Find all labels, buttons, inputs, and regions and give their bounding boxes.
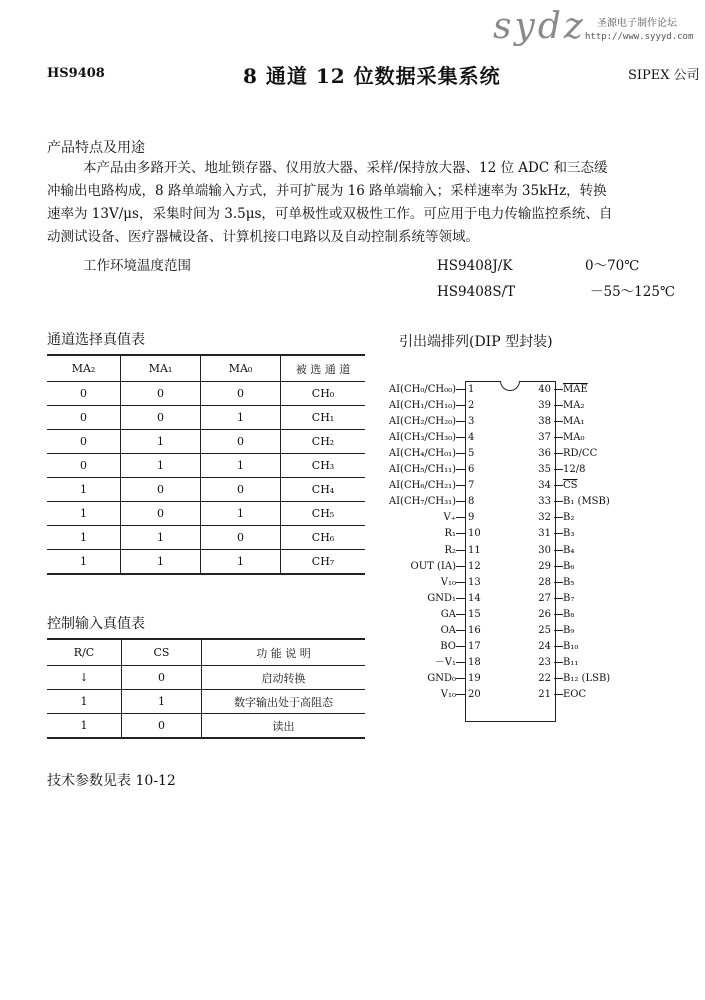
pin-lead xyxy=(456,389,465,390)
pin-number: 10 xyxy=(468,528,481,540)
pin-lead xyxy=(456,550,465,551)
pin-left xyxy=(435,655,465,671)
pin-left xyxy=(441,623,465,639)
pin-lead xyxy=(554,614,563,615)
pin-number: 33 xyxy=(538,496,551,508)
pin-lead xyxy=(456,501,465,502)
pin-number: 14 xyxy=(468,592,481,604)
pin-lead xyxy=(456,437,465,438)
pin-right xyxy=(554,382,588,398)
table-cell: 0 xyxy=(47,406,121,430)
pin-name: R₁ xyxy=(444,528,456,540)
table-cell: 读出 xyxy=(202,714,366,739)
pin-right xyxy=(554,639,578,655)
pin-number: 31 xyxy=(538,528,551,540)
pin-name: $\overline{MAE}$ xyxy=(563,384,588,395)
pin-right xyxy=(554,559,574,575)
pin-name: R₂ xyxy=(444,544,456,556)
pin-left xyxy=(441,607,465,623)
table-header-row xyxy=(47,355,365,382)
pin-lead xyxy=(456,646,465,647)
temp-model-1: HS9408J/K xyxy=(437,258,513,274)
pin-right xyxy=(554,478,578,494)
pin-lead xyxy=(554,405,563,406)
pin-lead xyxy=(456,678,465,679)
table-row xyxy=(47,454,365,478)
table-cell: 1 xyxy=(201,502,281,526)
pin-right xyxy=(554,510,574,526)
pin-name: AI(CH₂/CH₂₀) xyxy=(388,416,456,428)
pin-name: AI(CH₄/CH₀₁) xyxy=(388,448,456,460)
pin-lead xyxy=(456,453,465,454)
pin-name: B₁₁ xyxy=(563,656,579,668)
pin-left xyxy=(389,478,465,494)
channel-truth-table xyxy=(47,354,365,575)
pin-left xyxy=(389,446,465,462)
table-cell: CH₀ xyxy=(281,382,366,406)
pin-lead xyxy=(456,469,465,470)
pin-lead xyxy=(554,678,563,679)
column-header: MA₀ xyxy=(201,355,281,382)
control-truth-table xyxy=(47,638,365,739)
pin-name: MA₂ xyxy=(563,400,585,412)
column-header: 被 选 通 道 xyxy=(281,355,366,382)
pin-left xyxy=(427,671,465,687)
table-row xyxy=(47,478,365,502)
pin-name: B₁₂ (LSB) xyxy=(563,672,611,684)
pin-name: V₁₀ xyxy=(440,576,456,588)
column-header: MA₁ xyxy=(121,355,201,382)
table-cell: 1 xyxy=(47,526,121,550)
table-cell: 0 xyxy=(121,382,201,406)
pin-name: MA₁ xyxy=(563,416,585,428)
pin-name: B₅ xyxy=(563,576,575,588)
column-header: 功 能 说 明 xyxy=(202,639,366,666)
table-header-row xyxy=(47,639,365,666)
pin-right xyxy=(554,398,584,414)
pin-name: GND₁ xyxy=(427,592,456,604)
temp-range-1: 0～70℃ xyxy=(585,258,640,274)
table-cell: 1 xyxy=(122,690,202,714)
pin-number: 20 xyxy=(468,688,481,700)
table-row xyxy=(47,502,365,526)
pin-name: GA xyxy=(440,608,456,620)
table-row xyxy=(47,666,365,690)
table-cell: 1 xyxy=(201,454,281,478)
pin-number: 23 xyxy=(538,656,551,668)
pin-left xyxy=(389,382,465,398)
pin-lead xyxy=(456,582,465,583)
pin-lead xyxy=(456,694,465,695)
pin-number: 40 xyxy=(538,384,551,395)
pin-lead xyxy=(554,694,563,695)
pin-name: AI(CH₃/CH₃₀) xyxy=(388,432,456,444)
table-row xyxy=(47,430,365,454)
pin-name: B₉ xyxy=(563,624,575,636)
table-cell: 0 xyxy=(122,714,202,739)
pin-number: 15 xyxy=(468,608,481,620)
table-cell: 0 xyxy=(47,430,121,454)
pin-number: 17 xyxy=(468,640,481,652)
table-cell: CH₇ xyxy=(281,550,366,575)
watermark-forum-name: 圣源电子制作论坛 xyxy=(597,18,677,29)
pin-lead xyxy=(456,662,465,663)
table-cell: 0 xyxy=(122,666,202,690)
pin-lead xyxy=(456,533,465,534)
features-line-4: 动测试设备、医疗器械设备、计算机接口电路以及自动控制系统等领域。 xyxy=(47,229,479,245)
pin-number: 1 xyxy=(468,384,475,395)
column-header: R/C xyxy=(47,639,122,666)
pin-right xyxy=(554,591,574,607)
table-cell: 1 xyxy=(121,430,201,454)
table-row xyxy=(47,714,365,739)
pin-lead xyxy=(554,646,563,647)
pin-left xyxy=(444,510,466,526)
pin-number: 6 xyxy=(468,464,475,476)
pin-right xyxy=(554,575,574,591)
table-cell: 1 xyxy=(201,406,281,430)
pin-lead xyxy=(456,566,465,567)
table-cell: ↓ xyxy=(47,666,122,690)
table-row xyxy=(47,550,365,575)
pin-name: AI(CH₅/CH₁₁) xyxy=(388,464,456,476)
pin-lead xyxy=(554,421,563,422)
pin-lead xyxy=(554,582,563,583)
pin-right xyxy=(554,430,584,446)
control-table-title: 控制输入真值表 xyxy=(47,616,145,632)
pin-number: 4 xyxy=(468,432,475,444)
pin-number: 19 xyxy=(468,672,481,684)
table-cell: 0 xyxy=(47,382,121,406)
pin-lead xyxy=(554,533,563,534)
pin-number: 5 xyxy=(468,448,475,460)
pin-name: 12/8 xyxy=(563,464,586,476)
pin-number: 8 xyxy=(468,496,475,508)
pin-name: B₁ (MSB) xyxy=(563,496,610,508)
pin-name: AI(CH₇/CH₃₁) xyxy=(388,496,456,508)
pin-lead xyxy=(554,485,563,486)
pin-name: B₄ xyxy=(563,544,575,556)
pin-number: 28 xyxy=(538,576,551,588)
pin-lead xyxy=(554,662,563,663)
part-number: HS9408 xyxy=(47,66,105,81)
pin-name: B₂ xyxy=(563,512,575,524)
pin-number: 3 xyxy=(468,416,475,428)
table-cell: 1 xyxy=(47,502,121,526)
pin-right xyxy=(554,494,610,510)
pin-lead xyxy=(554,453,563,454)
pin-right xyxy=(554,607,574,623)
table-cell: CH₆ xyxy=(281,526,366,550)
pin-lead xyxy=(456,598,465,599)
page-title: 8 通道 12 位数据采集系统 xyxy=(243,64,501,88)
temp-range-label: 工作环境温度范围 xyxy=(83,258,191,274)
table-cell: CH₂ xyxy=(281,430,366,454)
pin-number: 18 xyxy=(468,656,481,668)
pin-name: B₁₀ xyxy=(563,640,579,652)
pin-name: V₁₀ xyxy=(440,688,456,700)
pin-number: 11 xyxy=(468,544,481,556)
pin-number: 16 xyxy=(468,624,481,636)
tech-params-note: 技术参数见表 10-12 xyxy=(47,773,176,789)
pin-name: OA xyxy=(440,624,456,636)
table-cell: 0 xyxy=(121,478,201,502)
table-cell: 1 xyxy=(47,714,122,739)
pin-right xyxy=(554,414,584,430)
table-cell: 1 xyxy=(47,478,121,502)
pin-name: AI(CH₁/CH₁₀) xyxy=(388,400,456,412)
pin-number: 30 xyxy=(538,544,551,556)
pin-number: 29 xyxy=(538,560,551,572)
table-cell: 数字输出处于高阻态 xyxy=(202,690,366,714)
pin-left xyxy=(427,591,465,607)
pin-number: 2 xyxy=(468,400,475,412)
pin-number: 32 xyxy=(538,512,551,524)
pin-right xyxy=(554,462,585,478)
table-row xyxy=(47,690,365,714)
table-cell: 0 xyxy=(201,478,281,502)
pin-number: 25 xyxy=(538,624,551,636)
pin-lead xyxy=(554,598,563,599)
table-cell: 0 xyxy=(121,502,201,526)
pin-number: 36 xyxy=(538,448,551,460)
pin-name: －V₁ xyxy=(434,656,456,668)
pin-left xyxy=(444,526,465,542)
pin-lead xyxy=(554,469,563,470)
table-row xyxy=(47,382,365,406)
pin-lead xyxy=(554,550,563,551)
pin-name: B₇ xyxy=(563,592,575,604)
pin-right xyxy=(554,671,610,687)
pin-lead xyxy=(554,566,563,567)
pin-name: MA₀ xyxy=(563,432,585,444)
pin-name: $\overline{CS}$ xyxy=(563,480,578,492)
table-row xyxy=(47,406,365,430)
column-header: MA₂ xyxy=(47,355,121,382)
pin-name: B₆ xyxy=(563,560,575,572)
pin-left xyxy=(440,639,465,655)
pin-lead xyxy=(554,389,563,390)
company-name: SIPEX 公司 xyxy=(628,68,700,83)
pin-name: B₃ xyxy=(563,528,575,540)
pin-name: RD/CC xyxy=(563,448,598,460)
table-cell: CH₅ xyxy=(281,502,366,526)
table-cell: 1 xyxy=(47,690,122,714)
features-line-1: 本产品由多路开关、地址锁存器、仪用放大器、采样/保持放大器、12 位 ADC 和三态缓 xyxy=(83,160,608,176)
table-cell: 1 xyxy=(47,550,121,575)
pin-lead xyxy=(554,517,563,518)
pin-right xyxy=(554,687,586,703)
pin-lead xyxy=(554,501,563,502)
pin-left xyxy=(389,430,465,446)
features-line-2: 冲输出电路构成，8 路单端输入方式，并可扩展为 16 路单端输入；采样速率为 35kHz，转换 xyxy=(47,183,607,199)
pin-name: AI(CH₆/CH₂₁) xyxy=(388,480,456,492)
features-line-3: 速率为 13V/μs，采集时间为 3.5μs，可单极性或双极性工作。可应用于电力传输监控系统、自 xyxy=(47,206,613,222)
pin-left xyxy=(389,462,465,478)
pin-number: 13 xyxy=(468,576,481,588)
channel-table-title: 通道选择真值表 xyxy=(47,332,145,348)
table-cell: 1 xyxy=(121,454,201,478)
column-header: CS xyxy=(122,639,202,666)
pin-number: 12 xyxy=(468,560,481,572)
pin-name: B₈ xyxy=(563,608,575,620)
table-cell: 0 xyxy=(121,406,201,430)
table-cell: 0 xyxy=(47,454,121,478)
table-cell: 启动转换 xyxy=(202,666,366,690)
temp-range-2: －55～125℃ xyxy=(590,284,676,300)
table-cell: CH₄ xyxy=(281,478,366,502)
pin-number: 34 xyxy=(538,480,551,492)
pin-lead xyxy=(456,517,465,518)
table-cell: CH₃ xyxy=(281,454,366,478)
pin-right xyxy=(554,526,574,542)
table-row xyxy=(47,526,365,550)
pin-number: 9 xyxy=(468,512,475,524)
pin-number: 26 xyxy=(538,608,551,620)
features-heading: 产品特点及用途 xyxy=(47,140,145,156)
pin-lead xyxy=(456,421,465,422)
pinout-title: 引出端排列(DIP 型封装) xyxy=(399,334,553,350)
table-cell: 1 xyxy=(121,550,201,575)
pin-lead xyxy=(456,630,465,631)
pin-number: 37 xyxy=(538,432,551,444)
pin-name: EOC xyxy=(563,688,587,700)
table-cell: 1 xyxy=(201,550,281,575)
pin-left xyxy=(389,414,465,430)
pin-left xyxy=(389,494,465,510)
pin-right xyxy=(554,446,597,462)
pin-left xyxy=(441,575,465,591)
watermark-url: http://www.syyyd.com xyxy=(585,32,694,42)
pin-right xyxy=(554,623,574,639)
pin-number: 24 xyxy=(538,640,551,652)
pin-number: 21 xyxy=(538,688,551,700)
table-cell: 0 xyxy=(201,382,281,406)
watermark-logo-text: sydz xyxy=(493,6,586,47)
pin-lead xyxy=(554,630,563,631)
pin-right xyxy=(554,655,578,671)
pin-lead xyxy=(456,405,465,406)
pin-lead xyxy=(456,614,465,615)
table-cell: 1 xyxy=(121,526,201,550)
pin-number: 22 xyxy=(538,672,551,684)
pin-left xyxy=(444,543,465,559)
pin-name: GND₀ xyxy=(427,672,456,684)
pin-left xyxy=(441,687,465,703)
table-cell: 0 xyxy=(201,430,281,454)
pin-number: 27 xyxy=(538,592,551,604)
pin-right xyxy=(554,543,574,559)
pin-name: OUT (IA) xyxy=(410,560,456,572)
pin-name: AI(CH₀/CH₀₀) xyxy=(388,384,456,395)
pin-name: V₊ xyxy=(443,512,456,524)
pin-number: 35 xyxy=(538,464,551,476)
pin-number: 38 xyxy=(538,416,551,428)
pin-name: BO xyxy=(440,640,456,652)
pin-number: 7 xyxy=(468,480,475,492)
pin-lead xyxy=(456,485,465,486)
pin-number: 39 xyxy=(538,400,551,412)
table-cell: 0 xyxy=(201,526,281,550)
watermark-logo xyxy=(485,4,703,54)
table-cell: CH₁ xyxy=(281,406,366,430)
pin-left xyxy=(389,398,465,414)
pin-left xyxy=(411,559,465,575)
temp-model-2: HS9408S/T xyxy=(437,284,516,300)
pin-lead xyxy=(554,437,563,438)
